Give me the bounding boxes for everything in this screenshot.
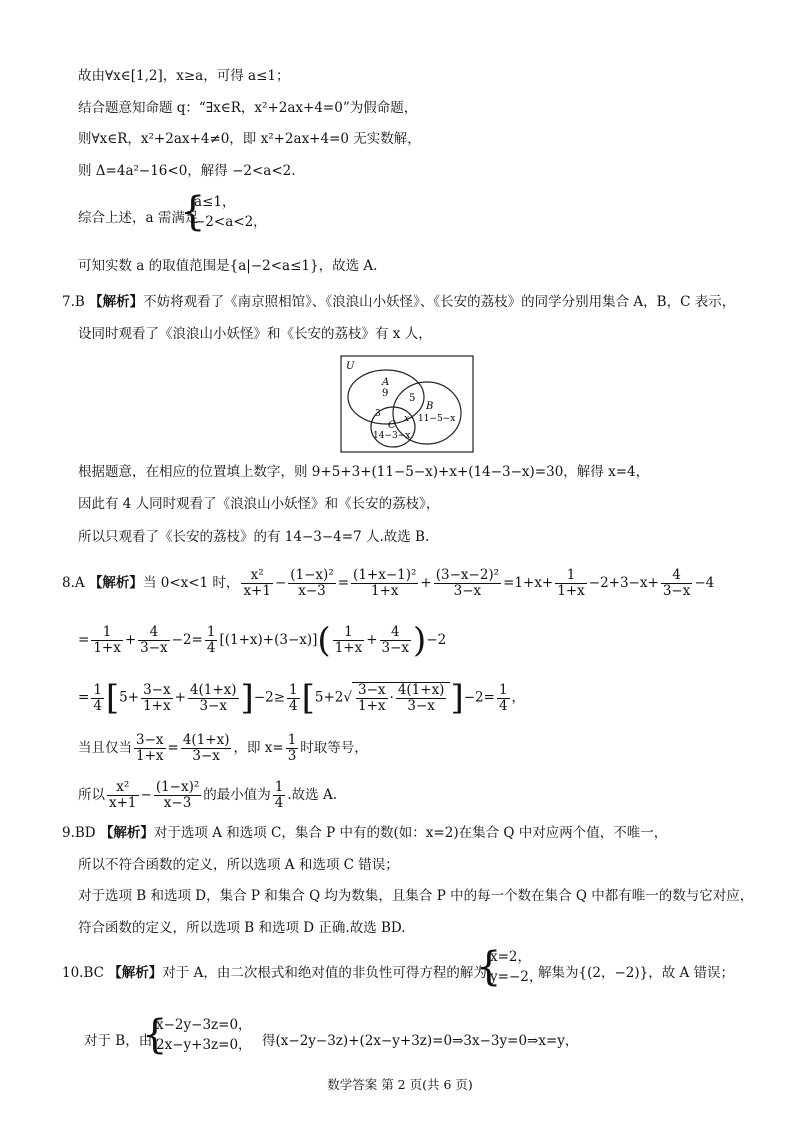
value-c-only: 14−3−x (373, 431, 411, 441)
math-text: =1+x+ (503, 575, 554, 591)
value-a-only: 9 (382, 388, 389, 399)
analysis-label: 【解析】 (89, 294, 144, 310)
text-line: 符合函数的定义，所以选项 B 和选项 D 正确.故选 BD. (78, 920, 406, 936)
text-line: 综合上述，a 需满足 (78, 210, 199, 226)
system-row: x=2， (490, 949, 532, 965)
math-text: 当 0<x<1 时， (142, 575, 240, 591)
text-line: 因此有 4 人同时观看了《浪浪山小妖怪》和《长安的荔枝》， (78, 496, 440, 512)
math-text: = (337, 575, 350, 591)
math-text: −2+3−x+ (588, 575, 659, 591)
text-line: 对于选项 B 和选项 D，集合 P 和集合 Q 均为数集，且集合 P 中的每一个数在集合 Q 中都有唯一的数与它对应， (78, 888, 754, 904)
question-tag: 8.A (62, 575, 85, 591)
label-a: A (382, 377, 390, 388)
text-line: 则∀x∈R，x²+2ax+4≠0，即 x²+2ax+4=0 无实数解， (78, 131, 421, 147)
text-line: 对于 B，由 (84, 1033, 153, 1049)
fraction: $\frac{\text{(1−x)²}}{x-3}$ (290, 567, 334, 599)
value-ac: 3 (375, 409, 381, 419)
question-10 (62, 963, 487, 983)
page-footer: 数学答案 第 2 页(共 6 页) (327, 1077, 473, 1092)
label-b: B (426, 401, 434, 412)
value-b-only: 11−5−x (418, 414, 456, 424)
question-8-line-4: 当且仅当 $\frac{3-x}{1+x}$ = $\frac{4(1+x)}{3-x}$ ，即 x= $\frac{1}{3}$ 时取等号， (78, 732, 368, 764)
text-line: 所以只观看了《长安的荔枝》的有 14−3−4=7 人.故选 B. (78, 529, 430, 545)
fraction: $\frac{4}{3-x}$ (662, 567, 691, 599)
question-tag: 10.BC (62, 965, 104, 981)
system-row: x−2y−3z=0， (156, 1017, 252, 1033)
question-text: 不妨将观看了《南京照相馆》、《浪浪山小妖怪》、《长安的荔枝》的同学分别用集合 A，B，C 表示， (143, 294, 736, 310)
system-row: a≤1， (194, 194, 236, 210)
text-line: 可知实数 a 的取值范围是{a|−2<a≤1}，故选 A. (78, 258, 378, 274)
question-8-line-1: 8.A 【解析】当 0<x<1 时， $\frac{\text{x²}}{x+1}$ − $\frac{\text{(1−x)²}}{x-3}$ = $\frac{\text{(1+x−1)²}}{1+x}$ + $\frac{\text{(3−x−2)²}}{3-x}$ =1+x+ $\frac{1}{1+x}$ −2+3−x+ $\frac{4}{3-x}$ −4 (62, 567, 715, 599)
text-line: 所以不符合函数的定义，所以选项 A 和选项 C 错误； (78, 857, 399, 873)
text-line: 设同时观看了《浪浪山小妖怪》和《长安的荔枝》有 x 人， (78, 326, 432, 342)
venn-diagram (340, 355, 474, 453)
analysis-label: 【解析】 (108, 965, 163, 981)
fraction: $\frac{\text{(1+x−1)²}}{1+x}$ (353, 567, 417, 599)
text-line: 根据题意，在相应的位置填上数字，则 9+5+3+(11−5−x)+x+(14−3−x)=30，解得 x=4， (78, 464, 650, 480)
text-line: 解集为{(2，−2)}，故 A 错误； (538, 965, 735, 981)
value-bc: x (404, 414, 410, 424)
question-9 (62, 823, 667, 843)
question-text: 对于选项 A 和选项 C，集合 P 中有的数(如：x=2)在集合 Q 中对应两个值，不唯一， (153, 825, 668, 841)
question-tag: 7.B (62, 294, 85, 310)
math-text: −4 (694, 575, 715, 591)
fraction: $\frac{\text{(3−x−2)²}}{3-x}$ (435, 567, 500, 599)
label-c: C (388, 420, 396, 431)
analysis-label: 【解析】 (88, 575, 143, 591)
text-line: 则 Δ=4a²−16<0，解得 −2<a<2. (78, 163, 296, 179)
question-tag: 9.BD (62, 825, 96, 841)
question-8-line-3: = $\frac{1}{4}$ [5+ $\frac{3-x}{1+x}$ + $\frac{4(1+x)}{3-x}$ ]−2≥ $\frac{1}{4}$ [5+2√ $\frac{3-x}{1+x}$ · $\frac{4(1+x)}{3-x}$ ]−2= $\frac{1}{4}$ ， (78, 678, 526, 718)
question-8-line-2: = $\frac{1}{1+x}$ + $\frac{4}{3-x}$ −2= $\frac{1}{4}$ [(1+x)+(3−x)]( $\frac{1}{1+x}$ + $\frac{4}{3-x}$ )−2 (78, 620, 447, 661)
text-line: 得(x−2y−3z)+(2x−y+3z)=0⇒3x−3y=0⇒x=y， (262, 1033, 579, 1049)
text-line: 结合题意知命题 q：“∃x∈R，x²+2ax+4=0”为假命题， (78, 100, 418, 116)
analysis-label: 【解析】 (99, 825, 154, 841)
question-8-line-5: 所以 $\frac{\text{x²}}{x+1}$ − $\frac{\text{(1−x)²}}{x-3}$ 的最小值为 $\frac{1}{4}$ .故选 A. (78, 779, 338, 811)
label-u: U (346, 361, 355, 372)
system-row: −2<a<2， (194, 214, 267, 230)
value-ab: 5 (409, 393, 416, 404)
question-7 (62, 292, 735, 312)
fraction: $\frac{\text{x²}}{x+1}$ (243, 567, 271, 599)
system-row: y=−2， (490, 969, 543, 985)
system-row: 2x−y+3z=0， (156, 1037, 252, 1053)
fraction: $\frac{1}{1+x}$ (557, 567, 585, 599)
question-text: 对于 A，由二次根式和绝对值的非负性可得方程的解为 (162, 965, 487, 981)
text-line: 故由∀x∈[1,2]，x≥a，可得 a≤1； (78, 68, 290, 84)
